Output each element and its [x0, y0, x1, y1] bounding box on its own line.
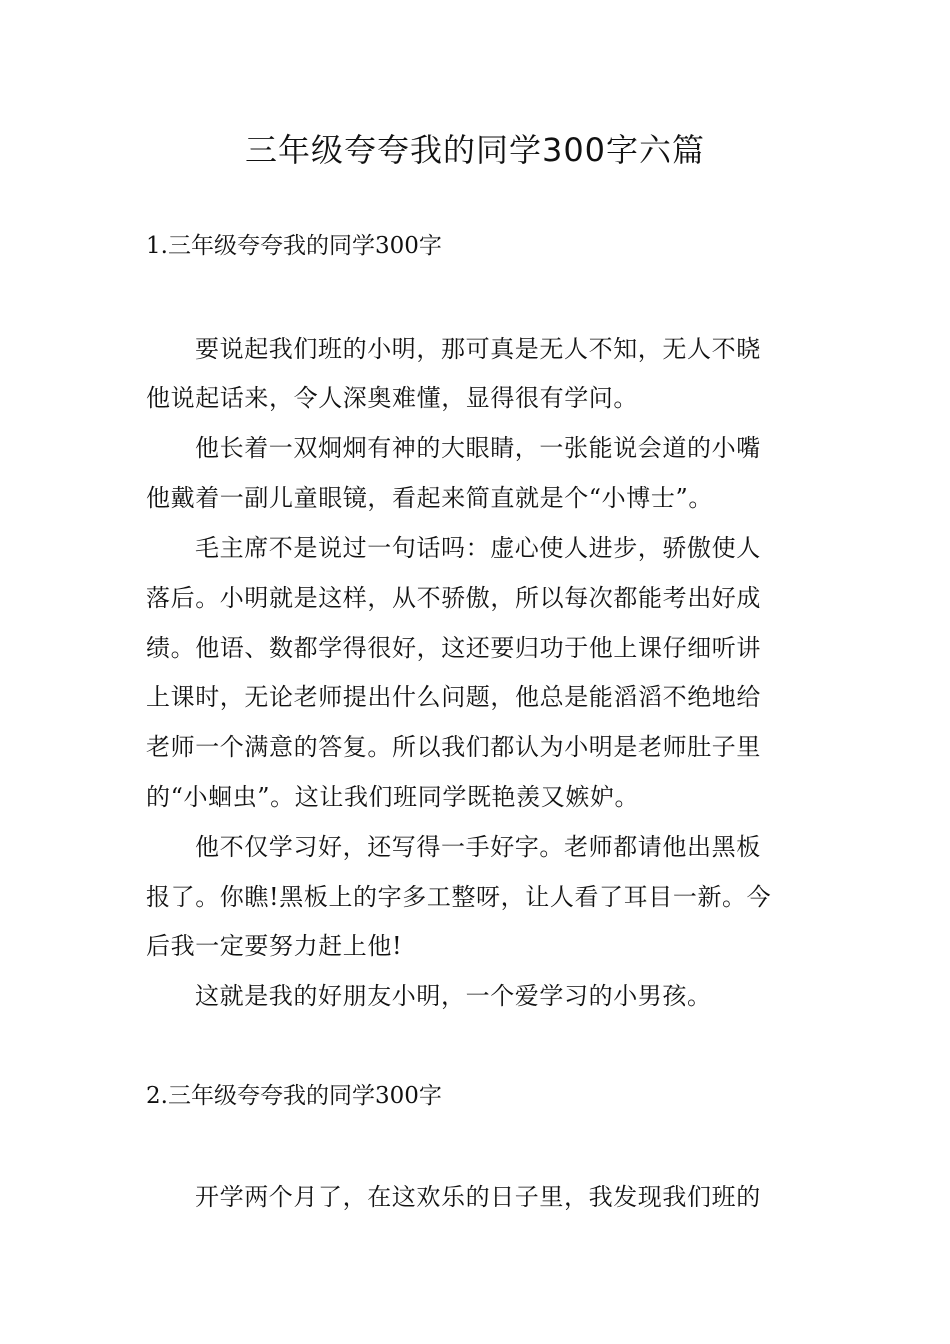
paragraph-line: 毛主席不是说过一句话吗：虚心使人进步，骄傲使人	[195, 534, 761, 562]
paragraph-line: 他不仅学习好，还写得一手好字。老师都请他出黑板	[195, 833, 761, 861]
section-heading-1: 1.三年级夸夸我的同学300字	[146, 233, 442, 259]
paragraph-line: 他说起话来，令人深奥难懂，显得很有学问。	[146, 384, 638, 412]
section-heading-2: 2.三年级夸夸我的同学300字	[146, 1083, 442, 1109]
document-title: 三年级夸夸我的同学300字六篇	[244, 131, 706, 169]
paragraph-line: 他戴着一副儿童眼镜，看起来简直就是个“小博士”。	[146, 484, 713, 512]
paragraph-line: 他长着一双炯炯有神的大眼睛，一张能说会道的小嘴	[195, 434, 761, 462]
paragraph-line: 后我一定要努力赶上他!	[146, 932, 403, 960]
paragraph-line: 老师一个满意的答复。所以我们都认为小明是老师肚子里	[146, 733, 761, 761]
paragraph-line: 的“小蛔虫”。这让我们班同学既艳羡又嫉妒。	[146, 783, 640, 811]
paragraph-line: 报了。你瞧!黑板上的字多工整呀，让人看了耳目一新。今	[146, 883, 772, 911]
paragraph-line: 落后。小明就是这样，从不骄傲，所以每次都能考出好成	[146, 584, 761, 612]
paragraph-line: 开学两个月了，在这欢乐的日子里，我发现我们班的	[195, 1183, 761, 1211]
paragraph-line: 上课时，无论老师提出什么问题，他总是能滔滔不绝地给	[146, 683, 761, 711]
paragraph-line: 要说起我们班的小明，那可真是无人不知，无人不晓	[195, 335, 761, 363]
paragraph-line: 这就是我的好朋友小明，一个爱学习的小男孩。	[195, 982, 712, 1010]
paragraph-line: 绩。他语、数都学得很好，这还要归功于他上课仔细听讲	[146, 634, 761, 662]
